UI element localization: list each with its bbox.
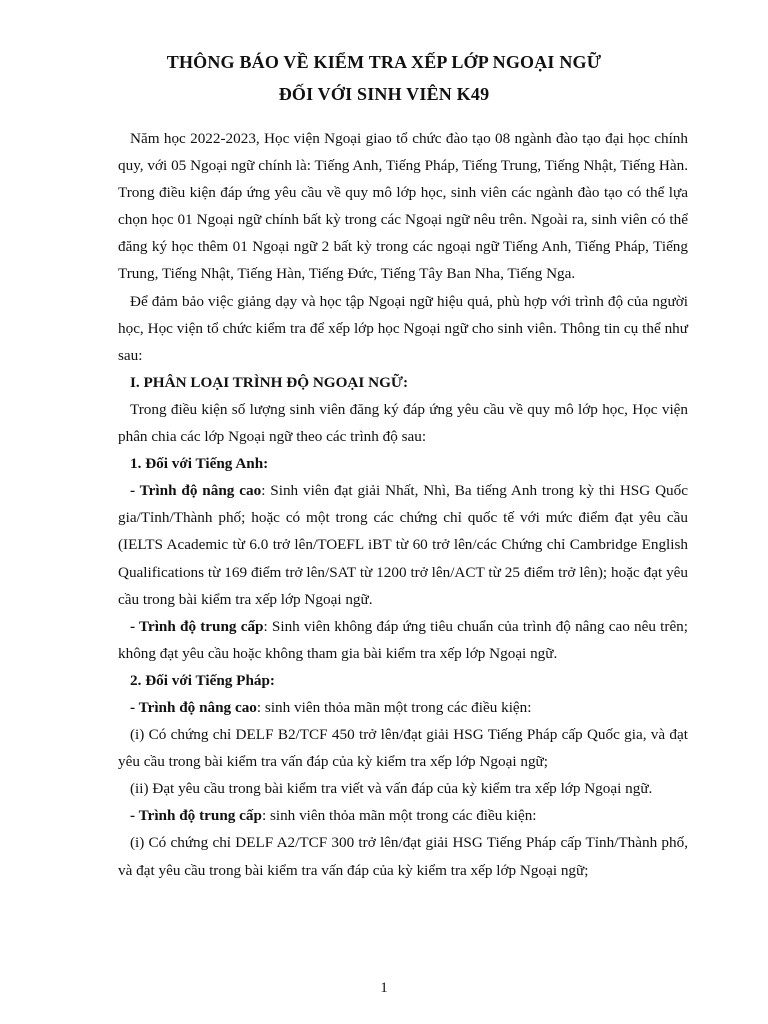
french-intermediate-condition-i: (i) Có chứng chỉ DELF A2/TCF 300 trở lên/đạt giải HSG Tiếng Pháp cấp Tỉnh/Thành phố, và đạt yêu cầu trong bài kiểm tra vấn đáp của kỳ kiểm tra xếp lớp Ngoại ngữ; bbox=[118, 834, 688, 879]
english-intermediate-text: : Sinh viên không đáp ứng tiêu chuẩn của trình độ nâng cao nêu trên; không đạt yêu cầu hoặc không tham gia bài kiểm tra xếp lớp Ngoại ngữ. bbox=[118, 617, 688, 662]
english-advanced-text: : Sinh viên đạt giải Nhất, Nhì, Ba tiếng Anh trong kỳ thi HSG Quốc gia/Tỉnh/Thành phố; hoặc có một trong các chứng chỉ quốc tế với mức điểm đạt yêu cầu (IELTS Academic từ 6.0 trở lên/TOEFL iBT từ 60 trở lên/các Chứng chỉ Cambridge English Qualifications từ 169 điểm trở lên/SAT từ 1200 trở lên/ACT từ 25 điểm trở lên); hoặc đạt yêu cầu trong bài kiểm tra xếp lớp Ngoại ngữ. bbox=[118, 482, 688, 608]
document-title-line1: THÔNG BÁO VỀ KIỂM TRA XẾP LỚP NGOẠI NGỮ bbox=[166, 52, 602, 72]
french-intermediate-paragraph bbox=[118, 802, 688, 829]
french-advanced-text: : sinh viên thỏa mãn một trong các điều kiện: bbox=[256, 698, 532, 716]
intro-paragraph-2: Để đảm bảo việc giảng dạy và học tập Ngoại ngữ hiệu quả, phù hợp với trình độ của người học, Học viện tổ chức kiểm tra để xếp lớp học Ngoại ngữ cho sinh viên. Thông tin cụ thể như sau: bbox=[118, 292, 688, 364]
english-advanced-paragraph bbox=[118, 477, 688, 612]
french-intermediate-text: : sinh viên thỏa mãn một trong các điều kiện: bbox=[261, 807, 537, 825]
french-advanced-paragraph bbox=[118, 694, 688, 721]
french-advanced-label: - Trình độ nâng cao bbox=[130, 698, 257, 716]
english-intermediate-label: - Trình độ trung cấp bbox=[130, 617, 264, 635]
french-intermediate-label: - Trình độ trung cấp bbox=[130, 807, 262, 825]
english-advanced-label: - Trình độ nâng cao bbox=[130, 482, 262, 500]
section-1-paragraph: Trong điều kiện số lượng sinh viên đăng ký đáp ứng yêu cầu về quy mô lớp học, Học viện phân chia các lớp Ngoại ngữ theo các trình độ sau: bbox=[118, 400, 688, 446]
french-advanced-condition-i: (i) Có chứng chỉ DELF B2/TCF 450 trở lên/đạt giải HSG Tiếng Pháp cấp Quốc gia, và đạt yêu cầu trong bài kiểm tra vấn đáp của kỳ kiểm tra xếp lớp Ngoại ngữ; bbox=[118, 726, 688, 771]
page-number: 1 bbox=[380, 980, 388, 996]
document-title-line2: ĐỐI VỚI SINH VIÊN K49 bbox=[278, 84, 490, 104]
english-intermediate-paragraph bbox=[118, 613, 688, 667]
section-1-heading: I. PHÂN LOẠI TRÌNH ĐỘ NGOẠI NGỮ: bbox=[130, 373, 409, 391]
subsection-english-heading: 1. Đối với Tiếng Anh: bbox=[130, 455, 269, 473]
french-advanced-condition-ii: (ii) Đạt yêu cầu trong bài kiểm tra viết và vấn đáp của kỳ kiểm tra xếp lớp Ngoại ngữ. bbox=[130, 780, 653, 798]
intro-paragraph-1: Năm học 2022-2023, Học viện Ngoại giao tổ chức đào tạo 08 ngành đào tạo đại học chính quy, với 05 Ngoại ngữ chính là: Tiếng Anh, Tiếng Pháp, Tiếng Trung, Tiếng Nhật, Tiếng Hàn. Trong điều kiện đáp ứng yêu cầu về quy mô lớp học, sinh viên các ngành đào tạo có thể lựa chọn học 01 Ngoại ngữ chính bất kỳ trong các Ngoại ngữ nêu trên. Ngoài ra, sinh viên có thể đăng ký học thêm 01 Ngoại ngữ 2 bất kỳ trong các ngoại ngữ Tiếng Anh, Tiếng Pháp, Tiếng Trung, Tiếng Nhật, Tiếng Hàn, Tiếng Đức, Tiếng Tây Ban Nha, Tiếng Nga. bbox=[118, 130, 688, 283]
subsection-french-heading: 2. Đối với Tiếng Pháp: bbox=[130, 671, 275, 689]
document-body bbox=[118, 125, 688, 884]
